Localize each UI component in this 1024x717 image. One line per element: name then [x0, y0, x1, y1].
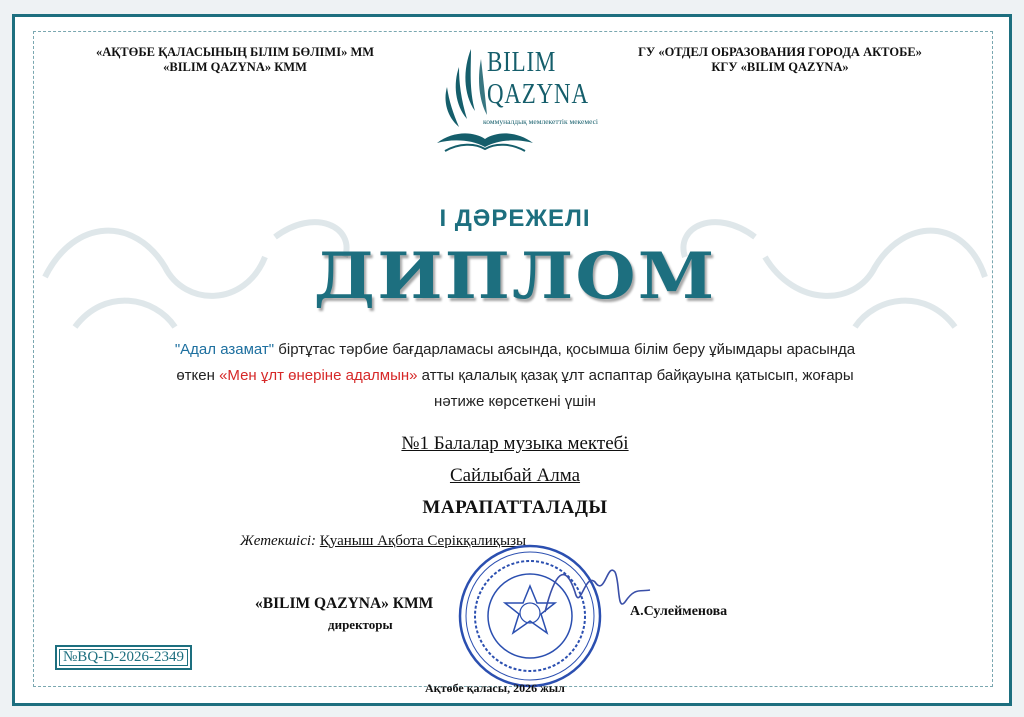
- program-quote: "Адал азамат": [174, 341, 275, 358]
- school-name: [15, 433, 1015, 455]
- logo-title-line1: BILIM: [487, 47, 557, 78]
- student-name: [15, 465, 1015, 487]
- city-year: Ақтөбе қаласы, 2026 жыл: [425, 681, 565, 695]
- school-name-text: №1 Балалар музыка мектебі: [401, 433, 629, 454]
- award-description: [165, 337, 865, 415]
- header-right-line2: КГУ «BILIM QAZYNA»: [711, 60, 849, 74]
- logo-title: [487, 47, 589, 111]
- header-left-line2: «BILIM QAZYNA» КММ: [163, 60, 307, 74]
- signature-org: «BILIM QAZYNA» КММ: [255, 595, 434, 612]
- diploma-sheet: [12, 14, 1012, 706]
- description-part2: атты қалалық қазақ ұлт аспаптар байқауына қатысып, жоғары нәтиже көрсеткені үшін: [417, 367, 854, 410]
- student-name-text: Сайлыбай Алма: [449, 465, 581, 486]
- header-right-line1: ГУ «ОТДЕЛ ОБРАЗОВАНИЯ ГОРОДА АКТОБЕ»: [638, 45, 922, 59]
- signature-icon: [535, 552, 655, 632]
- header-left-line1: «АҚТӨБЕ ҚАЛАСЫНЫҢ БІЛІМ БӨЛІМІ» ММ: [95, 45, 375, 59]
- logo-subtitle: коммуналдық мемлекеттік мекемесі: [483, 117, 599, 126]
- description-part1: біртұтас тәрбие бағдарламасы аясында, қосымша білім беру ұйымдары арасында өткен: [176, 341, 856, 384]
- signer-name: А.Сулейменова: [630, 604, 728, 619]
- header-left: [70, 45, 400, 75]
- award-verb: МАРАПАТТАЛАДЫ: [422, 497, 608, 518]
- contest-quote: «Мен ұлт өнеріне адалмын»: [219, 367, 418, 384]
- header-right: [605, 45, 955, 75]
- diploma-title: ДИПЛОМ: [313, 239, 717, 314]
- logo-title-line2: QAZYNA: [487, 79, 589, 110]
- signature-role: директоры: [328, 617, 393, 632]
- mentor-name: Қуаныш Ақбота Серікқалиқызы: [319, 533, 527, 549]
- degree-label: I ДӘРЕЖЕЛІ: [439, 205, 591, 232]
- document-number: №BQ-D-2026-2349: [55, 645, 192, 670]
- mentor-label: Жетекшісі:: [240, 533, 317, 549]
